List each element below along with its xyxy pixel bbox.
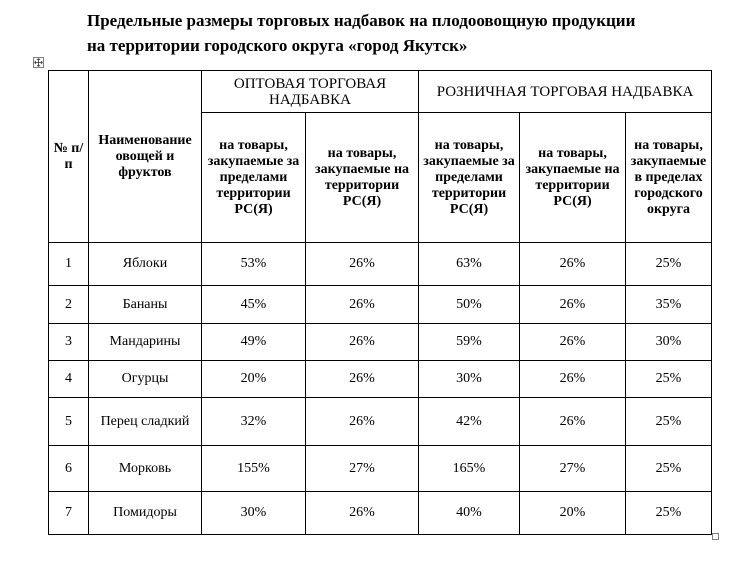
row-wholesale-outside: 32% — [202, 398, 306, 446]
row-name: Перец сладкий — [89, 398, 202, 446]
row-retail-inside: 26% — [520, 324, 626, 361]
row-retail-inside: 26% — [520, 361, 626, 398]
title-line-2: на территории городского округа «город Якутск» — [87, 36, 468, 55]
row-number: 3 — [49, 324, 89, 361]
markup-table — [48, 70, 712, 535]
row-number: 1 — [49, 243, 89, 286]
row-retail-inside: 27% — [520, 446, 626, 492]
row-retail-inside: 26% — [520, 286, 626, 324]
row-retail-city: 30% — [626, 324, 712, 361]
row-wholesale-inside: 26% — [306, 361, 419, 398]
row-name: Мандарины — [89, 324, 202, 361]
header-number: № п/п — [49, 71, 89, 243]
row-retail-city: 25% — [626, 361, 712, 398]
row-wholesale-outside: 53% — [202, 243, 306, 286]
row-retail-outside: 42% — [419, 398, 520, 446]
row-number: 4 — [49, 361, 89, 398]
table-row — [49, 324, 712, 361]
row-retail-inside: 26% — [520, 243, 626, 286]
header-name: Наименование овощей и фруктов — [89, 71, 202, 243]
row-wholesale-inside: 26% — [306, 324, 419, 361]
row-name: Морковь — [89, 446, 202, 492]
row-wholesale-inside: 26% — [306, 286, 419, 324]
row-retail-outside: 50% — [419, 286, 520, 324]
row-retail-inside: 26% — [520, 398, 626, 446]
row-number: 5 — [49, 398, 89, 446]
row-retail-outside: 63% — [419, 243, 520, 286]
table-row — [49, 492, 712, 535]
document-title — [87, 8, 737, 58]
header-wholesale-inside: на товары, закупаемые на территории РС(Я) — [306, 113, 419, 243]
row-retail-city: 25% — [626, 492, 712, 535]
header-wholesale: ОПТОВАЯ ТОРГОВАЯ НАДБАВКА — [202, 71, 419, 113]
row-name: Яблоки — [89, 243, 202, 286]
table-row — [49, 286, 712, 324]
table-row — [49, 243, 712, 286]
row-retail-city: 25% — [626, 398, 712, 446]
row-retail-city: 25% — [626, 243, 712, 286]
row-number: 7 — [49, 492, 89, 535]
title-line-1: Предельные размеры торговых надбавок на плодоовощную продукции — [87, 11, 636, 30]
row-name: Огурцы — [89, 361, 202, 398]
table-row — [49, 398, 712, 446]
row-retail-city: 25% — [626, 446, 712, 492]
row-retail-city: 35% — [626, 286, 712, 324]
header-wholesale-outside: на товары, закупаемые за пределами территории РС(Я) — [202, 113, 306, 243]
row-wholesale-inside: 27% — [306, 446, 419, 492]
row-wholesale-inside: 26% — [306, 243, 419, 286]
row-retail-outside: 40% — [419, 492, 520, 535]
row-wholesale-outside: 45% — [202, 286, 306, 324]
row-wholesale-outside: 30% — [202, 492, 306, 535]
row-wholesale-inside: 26% — [306, 492, 419, 535]
table-move-handle-icon[interactable] — [33, 57, 44, 68]
row-retail-outside: 165% — [419, 446, 520, 492]
row-wholesale-inside: 26% — [306, 398, 419, 446]
row-retail-inside: 20% — [520, 492, 626, 535]
header-retail-outside: на товары, закупаемые за пределами территории РС(Я) — [419, 113, 520, 243]
header-retail: РОЗНИЧНАЯ ТОРГОВАЯ НАДБАВКА — [419, 71, 712, 113]
row-number: 2 — [49, 286, 89, 324]
table-row — [49, 446, 712, 492]
row-wholesale-outside: 20% — [202, 361, 306, 398]
row-number: 6 — [49, 446, 89, 492]
row-wholesale-outside: 49% — [202, 324, 306, 361]
row-retail-outside: 59% — [419, 324, 520, 361]
table-resize-handle[interactable] — [712, 533, 719, 540]
table-row — [49, 361, 712, 398]
header-retail-inside: на товары, закупаемые на территории РС(Я) — [520, 113, 626, 243]
row-name: Помидоры — [89, 492, 202, 535]
row-wholesale-outside: 155% — [202, 446, 306, 492]
header-retail-city: на товары, закупаемые в пределах городского округа — [626, 113, 712, 243]
row-name: Бананы — [89, 286, 202, 324]
row-retail-outside: 30% — [419, 361, 520, 398]
